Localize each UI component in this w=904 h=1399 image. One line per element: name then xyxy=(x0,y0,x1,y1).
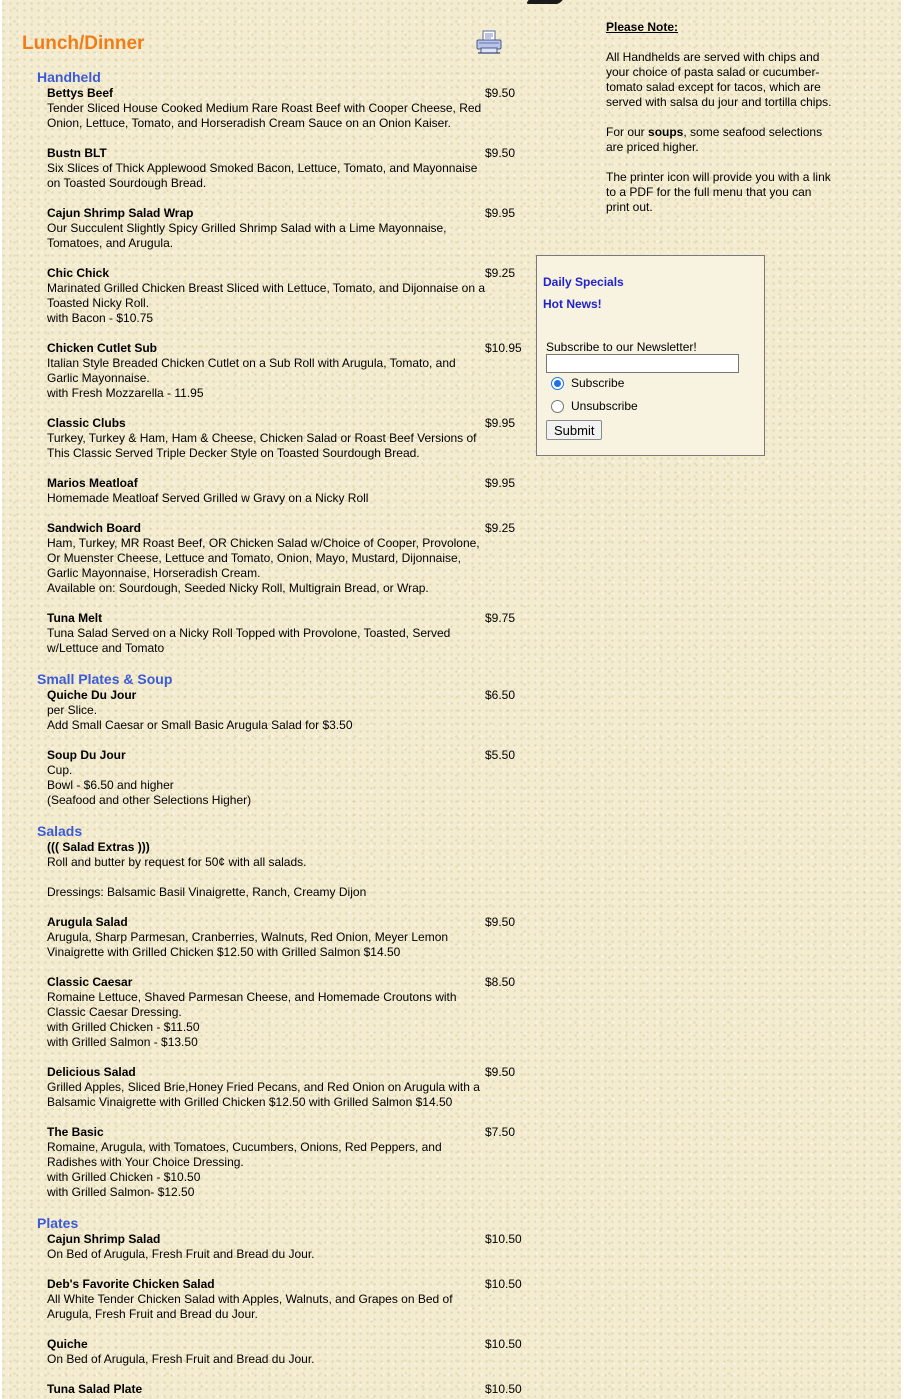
note-soups-bold: soups xyxy=(648,125,684,139)
menu-item-description: Radishes with Your Choice Dressing. xyxy=(47,1155,244,1169)
menu-item-price: $9.75 xyxy=(485,611,516,625)
menu-item-description: Dressings: Balsamic Basil Vinaigrette, Ranch, Creamy Dijon xyxy=(47,885,367,899)
menu-item-description: Tomatoes, and Arugula. xyxy=(47,236,174,250)
menu-item-name: Delicious Salad xyxy=(47,1065,136,1079)
menu-item-name: The Basic xyxy=(47,1125,104,1139)
menu-item-name: Tuna Melt xyxy=(47,611,103,625)
subscribe-label: Subscribe xyxy=(571,376,625,390)
menu-item-description: Balsamic Vinaigrette with Grilled Chicken $12.50 with Grilled Salmon $14.50 xyxy=(47,1095,453,1109)
menu-item-description: on Toasted Sourdough Bread. xyxy=(47,176,207,190)
menu-item-price: $9.50 xyxy=(485,915,516,929)
note-printer: The printer icon will provide you with a link to a PDF for the full menu that you can print out. xyxy=(606,170,831,214)
hot-news-link[interactable]: Hot News! xyxy=(543,297,602,311)
menu-item-price: $9.95 xyxy=(485,206,516,220)
menu-item-name: Deb's Favorite Chicken Salad xyxy=(47,1277,215,1291)
menu-item-price: $10.50 xyxy=(485,1382,522,1396)
menu-item-description: Arugula, Fresh Fruit and Bread du Jour. xyxy=(47,1307,258,1321)
menu-item-description: Turkey, Turkey & Ham, Ham & Cheese, Chicken Salad or Roast Beef Versions of xyxy=(47,431,477,445)
menu-item-description: with Fresh Mozzarella - 11.95 xyxy=(47,386,204,400)
menu-item-description: Romaine, Arugula, with Tomatoes, Cucumbers, Onions, Red Peppers, and xyxy=(47,1140,442,1154)
menu-item-price: $10.50 xyxy=(485,1337,522,1351)
menu-item-price: $6.50 xyxy=(485,688,516,702)
menu-item-price: $9.50 xyxy=(485,146,516,160)
category-handheld: Handheld xyxy=(37,69,101,85)
menu-item-description: (Seafood and other Selections Higher) xyxy=(47,793,252,807)
menu-item-description: Garlic Mayonnaise. xyxy=(47,371,150,385)
menu-item-description: Add Small Caesar or Small Basic Arugula Salad for $3.50 xyxy=(47,718,353,732)
menu-item-name: ((( Salad Extras ))) xyxy=(47,840,150,854)
menu-item-description: with Grilled Chicken - $10.50 xyxy=(47,1170,201,1184)
menu-item-description: Six Slices of Thick Applewood Smoked Bacon, Lettuce, Tomato, and Mayonnaise xyxy=(47,161,478,175)
note-soups-text-end: , some seafood selections are priced higher. xyxy=(606,125,823,154)
menu-item-name: Soup Du Jour xyxy=(47,748,126,762)
menu-item-description: Tender Sliced House Cooked Medium Rare Roast Beef with Cooper Cheese, Red xyxy=(47,101,482,115)
category-plates: Plates xyxy=(37,1215,79,1231)
note-soups xyxy=(606,125,838,155)
menu-item-description: with Grilled Salmon- $12.50 xyxy=(47,1185,195,1199)
menu-item-description: This Classic Served Triple Decker Style on Toasted Sourdough Bread. xyxy=(47,446,420,460)
category-small-plates: Small Plates & Soup xyxy=(37,671,173,687)
sidebar-box xyxy=(536,255,765,456)
menu-item-price: $9.25 xyxy=(485,521,516,535)
menu-item-description: On Bed of Arugula, Fresh Fruit and Bread du Jour. xyxy=(47,1352,315,1366)
menu-item-description: w/Lettuce and Tomato xyxy=(47,641,165,655)
submit-button[interactable]: Submit xyxy=(546,420,602,440)
unsubscribe-option[interactable] xyxy=(551,399,638,413)
menu-item-name: Marios Meatloaf xyxy=(47,476,138,490)
menu-item-price: $9.50 xyxy=(485,86,516,100)
menu-item-description: Bowl - $6.50 and higher xyxy=(47,778,174,792)
menu-item-description: Available on: Sourdough, Seeded Nicky Roll, Multigrain Bread, or Wrap. xyxy=(47,581,429,595)
menu-item-description: Garlic Mayonnaise, Horseradish Cream. xyxy=(47,566,261,580)
menu-item-name: Classic Caesar xyxy=(47,975,133,989)
menu-item-description: Cup. xyxy=(47,763,73,777)
menu-item-name: Quiche Du Jour xyxy=(47,688,137,702)
menu-item-description: Toasted Nicky Roll. xyxy=(47,296,150,310)
menu-item-description: Italian Style Breaded Chicken Cutlet on a Sub Roll with Arugula, Tomato, and xyxy=(47,356,456,370)
menu-item-description: Onion, Lettuce, Tomato, and Horseradish Cream Sauce on an Onion Kaiser. xyxy=(47,116,452,130)
menu-item-description: On Bed of Arugula, Fresh Fruit and Bread du Jour. xyxy=(47,1247,315,1261)
note-soups-text: For our xyxy=(606,125,649,139)
menu-item-name: Tuna Salad Plate xyxy=(47,1382,143,1396)
menu-item-price: $9.25 xyxy=(485,266,516,280)
menu-item-description: Roll and butter by request for 50¢ with all salads. xyxy=(47,855,307,869)
category-salads: Salads xyxy=(37,823,83,839)
menu-item-name: Cajun Shrimp Salad xyxy=(47,1232,161,1246)
note-handhelds: All Handhelds are served with chips and your choice of pasta salad or cucumber-tomato salad except for tacos, which are served with salsa du jour and tortilla chips. xyxy=(606,50,832,109)
menu-item-description: Our Succulent Slightly Spicy Grilled Shrimp Salad with a Lime Mayonnaise, xyxy=(47,221,447,235)
menu-item-description: Grilled Apples, Sliced Brie,Honey Fried Pecans, and Red Onion on Arugula with a xyxy=(47,1080,480,1094)
menu-item-description: Ham, Turkey, MR Roast Beef, OR Chicken Salad w/Choice of Cooper, Provolone, xyxy=(47,536,480,550)
menu-item-name: Chicken Cutlet Sub xyxy=(47,341,158,355)
newsletter-label: Subscribe to our Newsletter! xyxy=(546,340,697,354)
menu-item-description: Vinaigrette with Grilled Chicken $12.50 with Grilled Salmon $14.50 xyxy=(47,945,401,959)
menu-item-price: $7.50 xyxy=(485,1125,516,1139)
menu-item-price: $9.95 xyxy=(485,476,516,490)
subscribe-option[interactable] xyxy=(551,376,624,390)
menu-item-price: $8.50 xyxy=(485,975,516,989)
menu-item-description: with Grilled Chicken - $11.50 xyxy=(47,1020,200,1034)
unsubscribe-radio[interactable] xyxy=(551,400,564,413)
menu-item-name: Chic Chick xyxy=(47,266,110,280)
menu-item-price: $9.95 xyxy=(485,416,516,430)
menu-item-name: Cajun Shrimp Salad Wrap xyxy=(47,206,194,220)
menu-item-name: Quiche xyxy=(47,1337,88,1351)
page-title: Lunch/Dinner xyxy=(22,33,145,54)
menu-note xyxy=(606,20,838,230)
menu-item-name: Sandwich Board xyxy=(47,521,142,535)
menu-item-description: Or Muenster Cheese, Lettuce and Tomato, Onion, Mayo, Mustard, Dijonnaise, xyxy=(47,551,461,565)
printer-icon[interactable] xyxy=(476,30,502,54)
unsubscribe-label: Unsubscribe xyxy=(571,399,638,413)
menu-item-description: Romaine Lettuce, Shaved Parmesan Cheese, and Homemade Croutons with xyxy=(47,990,457,1004)
menu-item-name: Classic Clubs xyxy=(47,416,126,430)
menu-item-description: Marinated Grilled Chicken Breast Sliced with Lettuce, Tomato, and Dijonnaise on a xyxy=(47,281,486,295)
menu-item-name: Arugula Salad xyxy=(47,915,128,929)
menu-item-price: $10.95 xyxy=(485,341,522,355)
menu-item-price: $10.50 xyxy=(485,1277,522,1291)
header-decoration xyxy=(525,0,562,4)
menu-item-price: $10.50 xyxy=(485,1232,522,1246)
note-heading: Please Note: xyxy=(606,20,679,34)
menu-item-description: Homemade Meatloaf Served Grilled w Gravy on a Nicky Roll xyxy=(47,491,369,505)
menu-item-description: Tuna Salad Served on a Nicky Roll Topped with Provolone, Toasted, Served xyxy=(47,626,451,640)
menu-item-description: per Slice. xyxy=(47,703,98,717)
daily-specials-link[interactable]: Daily Specials xyxy=(543,275,624,289)
menu-item-description: with Bacon - $10.75 xyxy=(47,311,154,325)
menu-item-price: $5.50 xyxy=(485,748,516,762)
menu-item-name: Bettys Beef xyxy=(47,86,114,100)
menu-item-description: Classic Caesar Dressing. xyxy=(47,1005,182,1019)
menu-item-description: with Grilled Salmon - $13.50 xyxy=(47,1035,198,1049)
menu-item-price: $9.50 xyxy=(485,1065,516,1079)
menu-item-description: All White Tender Chicken Salad with Apples, Walnuts, and Grapes on Bed of xyxy=(47,1292,453,1306)
page-left-border xyxy=(0,0,2,1399)
menu-item-name: Bustn BLT xyxy=(47,146,107,160)
subscribe-radio[interactable] xyxy=(551,377,564,390)
menu-item-description: Arugula, Sharp Parmesan, Cranberries, Walnuts, Red Onion, Meyer Lemon xyxy=(47,930,449,944)
newsletter-email-input[interactable] xyxy=(546,354,739,373)
